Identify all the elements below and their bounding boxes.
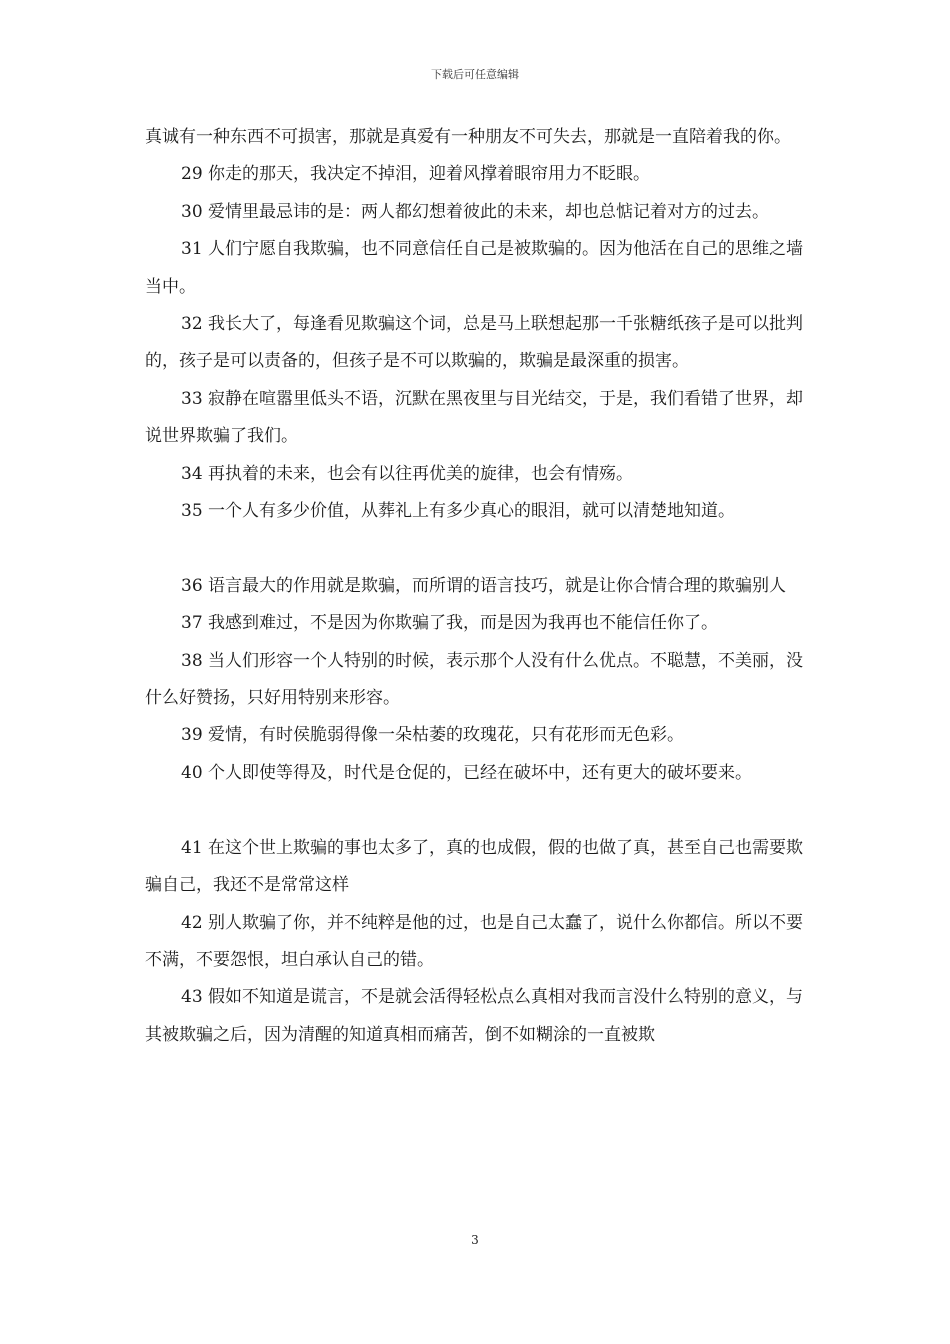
blank-line [145, 530, 813, 567]
paragraph: 真诚有一种东西不可损害，那就是真爱有一种朋友不可失去，那就是一直陪着我的你。 [145, 127, 791, 147]
paragraph: 40 个人即使等得及，时代是仓促的，已经在破坏中，还有更大的破坏要来。 [181, 762, 753, 783]
paragraph: 35 一个人有多少价值，从葬礼上有多少真心的眼泪，就可以清楚地知道。 [181, 501, 736, 522]
paragraph: 34 再执着的未来，也会有以往再优美的旋律，也会有情殇。 [181, 463, 634, 484]
blank-line [145, 792, 813, 829]
paragraph: 29 你走的那天，我决定不掉泪，迎着风撑着眼帘用力不眨眼。 [181, 164, 651, 185]
paragraph: 37 我感到难过，不是因为你欺骗了我，而是因为我再也不能信任你了。 [181, 613, 719, 634]
paragraph: 43 假如不知道是谎言，不是就会活得轻松点么真相对我而言没什么特别的意义，与其被欺骗之后，因为清醒的知道真相而痛苦，倒不如糊涂的一直被欺 [145, 987, 804, 1045]
paragraph: 30 爱情里最忌讳的是：两人都幻想着彼此的未来，却也总惦记着对方的过去。 [181, 201, 770, 222]
paragraph: 41 在这个世上欺骗的事也太多了，真的也成假，假的也做了真，甚至自己也需要欺骗自己，我还不是常常这样 [145, 837, 804, 896]
page-number: 3 [471, 1233, 479, 1247]
paragraph: 38 当人们形容一个人特别的时候，表示那个人没有什么优点。不聪慧，不美丽，没什么好赞扬，只好用特别来形容。 [145, 650, 804, 709]
document-body [145, 119, 813, 1054]
paragraph: 32 我长大了，每逢看见欺骗这个词，总是马上联想起那一千张糖纸孩子是可以批判的，孩子是可以责备的，但孩子是不可以欺骗的，欺骗是最深重的损害。 [145, 314, 804, 372]
paragraph: 36 语言最大的作用就是欺骗，而所谓的语言技巧，就是让你合情合理的欺骗别人 [181, 575, 787, 596]
paragraph: 39 爱情，有时侯脆弱得像一朵枯萎的玫瑰花，只有花形而无色彩。 [181, 725, 685, 746]
paragraph: 33 寂静在喧嚣里低头不语，沉默在黑夜里与目光结交，于是，我们看错了世界，却说世界欺骗了我们。 [145, 388, 804, 447]
page-header: 下载后可任意编辑 [431, 68, 519, 81]
paragraph: 31 人们宁愿自我欺骗，也不同意信任自己是被欺骗的。因为他活在自己的思维之墙当中。 [145, 239, 804, 297]
paragraph: 42 别人欺骗了你，并不纯粹是他的过，也是自己太蠢了，说什么你都信。所以不要不满，不要怨恨，坦白承认自己的错。 [145, 912, 804, 970]
